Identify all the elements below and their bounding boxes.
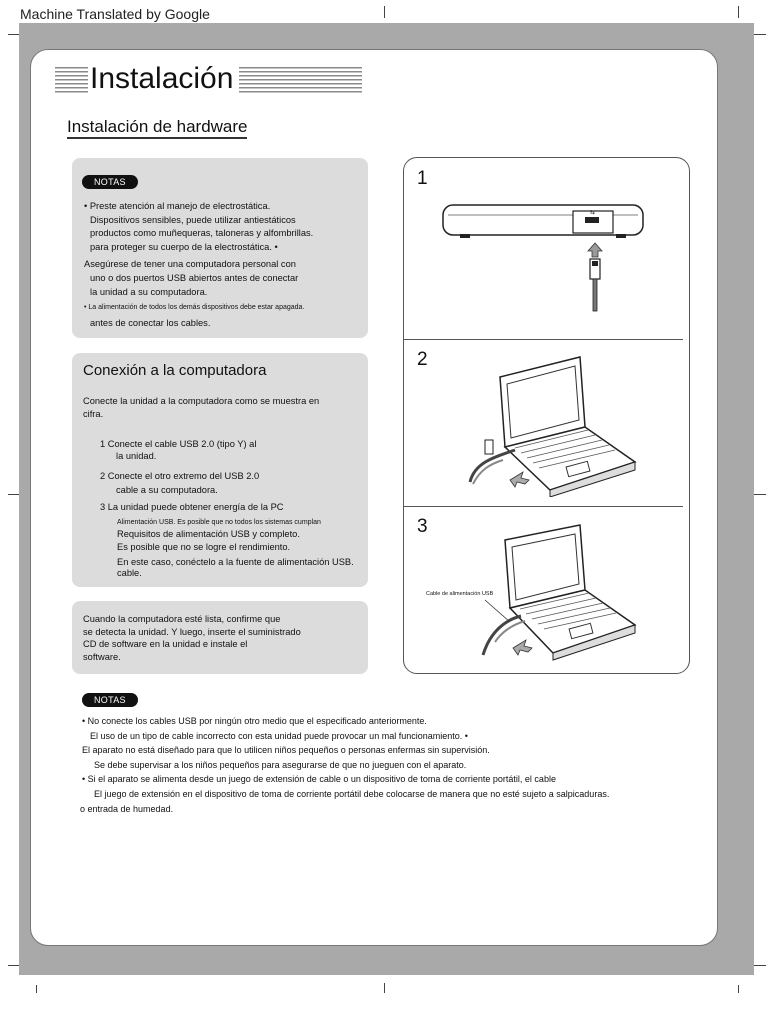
figure-number-1: 1 bbox=[417, 168, 428, 189]
bottom-note-line: • Si el aparato se alimenta desde un juego de extensión de cable o un dispositivo de toma de corriente portátil, el cable bbox=[82, 774, 556, 785]
notes-line: para proteger su cuerpo de la electrostática. • bbox=[90, 241, 278, 252]
confirm-line: Cuando la computadora esté lista, confirme que bbox=[83, 614, 281, 624]
step-1: la unidad. bbox=[116, 451, 157, 461]
crop-mark bbox=[738, 985, 739, 993]
figure-separator bbox=[403, 506, 683, 507]
figure-number-2: 2 bbox=[417, 349, 428, 370]
crop-mark bbox=[384, 6, 385, 18]
step-3-detail: cable. bbox=[117, 568, 142, 578]
crop-mark bbox=[36, 985, 37, 993]
page-title: Instalación bbox=[88, 62, 239, 96]
notes-line: antes de conectar los cables. bbox=[90, 318, 211, 328]
crop-mark bbox=[754, 494, 766, 495]
bottom-notes-label: NOTAS bbox=[82, 693, 138, 707]
svg-text:⇆: ⇆ bbox=[590, 209, 596, 216]
crop-mark bbox=[738, 6, 739, 18]
crop-mark bbox=[754, 34, 766, 35]
bottom-note-line: El juego de extensión en el dispositivo de toma de corriente portátil debe colocarse de manera que no esté sujeto a salpicaduras. bbox=[94, 789, 610, 799]
step-2: cable a su computadora. bbox=[116, 485, 218, 495]
step-3-detail: Requisitos de alimentación USB y completo. bbox=[117, 529, 300, 539]
step-3-detail: Alimentación USB. Es posible que no todos los sistemas cumplan bbox=[117, 519, 321, 526]
notes-line: Asegúrese de tener una computadora personal con bbox=[84, 259, 296, 269]
bottom-note-line: o entrada de humedad. bbox=[80, 803, 174, 814]
bottom-note-line: El aparato no está diseñado para que lo utilicen niños pequeños o personas enfermas sin supervisión. bbox=[82, 745, 490, 756]
step-2: 2 Conecte el otro extremo del USB 2.0 bbox=[100, 471, 260, 481]
confirm-line: software. bbox=[83, 652, 121, 662]
notes-line: Dispositivos sensibles, puede utilizar antiestáticos bbox=[90, 214, 296, 225]
notes-line: • Preste atención al manejo de electrostática. bbox=[84, 201, 271, 211]
bottom-note-line: • No conecte los cables USB por ningún otro medio que el especificado anteriormente. bbox=[82, 716, 427, 726]
crop-mark bbox=[384, 983, 385, 993]
figure-separator bbox=[403, 339, 683, 340]
notes-line: productos como muñequeras, taloneras y alfombrillas. bbox=[90, 228, 314, 238]
drive-illustration bbox=[440, 195, 650, 315]
cable-label: Cable de alimentación USB bbox=[426, 591, 494, 597]
confirm-line: CD de software en la unidad e instale el bbox=[83, 639, 248, 649]
notes-line: uno o dos puertos USB abiertos antes de conectar bbox=[90, 273, 299, 283]
confirm-line: se detecta la unidad. Y luego, inserte el suministrado bbox=[83, 627, 301, 637]
section-title: Instalación de hardware bbox=[67, 117, 248, 136]
bottom-note-line: El uso de un tipo de cable incorrecto con esta unidad puede provocar un mal funcionamiento. • bbox=[90, 730, 468, 741]
watermark: Machine Translated by Google bbox=[20, 6, 210, 22]
section-underline bbox=[67, 137, 247, 139]
step-3: 3 La unidad puede obtener energía de la PC bbox=[100, 502, 284, 512]
connection-heading: Conexión a la computadora bbox=[83, 362, 267, 379]
connection-intro: cifra. bbox=[83, 409, 104, 419]
bottom-note-line: Se debe supervisar a los niños pequeños para asegurarse de que no jueguen con el aparato. bbox=[94, 759, 467, 770]
notes-line: la unidad a su computadora. bbox=[90, 287, 208, 297]
connection-intro: Conecte la unidad a la computadora como se muestra en bbox=[83, 396, 320, 406]
step-3-detail: Es posible que no se logre el rendimiento. bbox=[117, 542, 291, 552]
figure-number-3: 3 bbox=[417, 516, 428, 537]
notes-label: NOTAS bbox=[82, 175, 138, 189]
notes-line: • La alimentación de todos los demás dispositivos debe estar apagada. bbox=[84, 304, 305, 311]
step-3-detail: En este caso, conéctelo a la fuente de alimentación USB. bbox=[117, 557, 354, 567]
crop-mark bbox=[754, 965, 766, 966]
step-1: 1 Conecte el cable USB 2.0 (tipo Y) al bbox=[100, 439, 257, 449]
laptop-illustration-2 bbox=[455, 352, 640, 497]
